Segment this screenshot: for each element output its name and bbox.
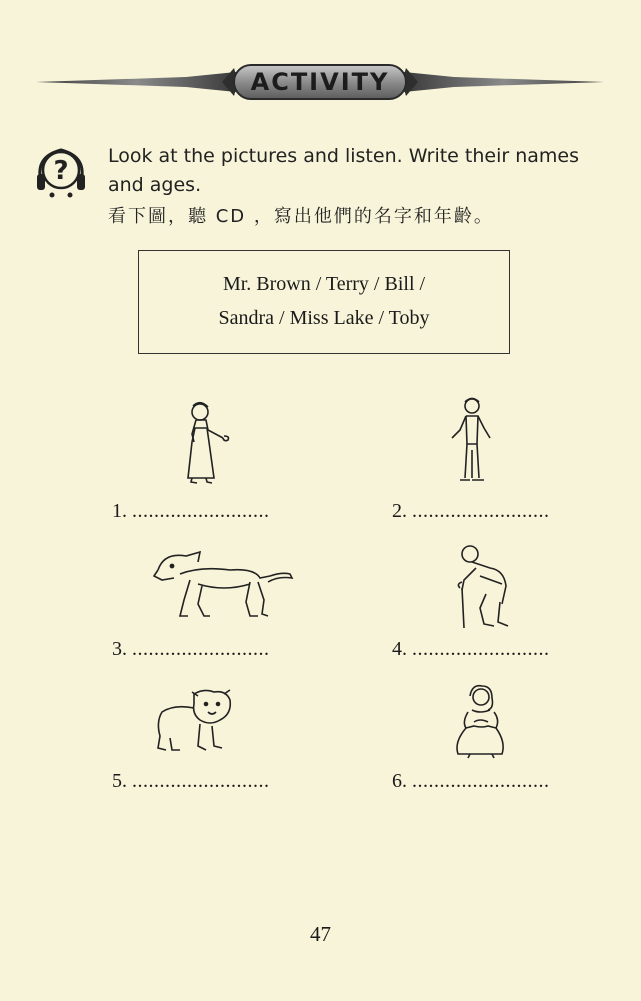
headphones-question-icon — [34, 146, 88, 204]
woman-dress-icon — [452, 682, 508, 760]
answer-item-3 — [112, 638, 270, 661]
answer-blank[interactable]: ......................... — [412, 500, 550, 522]
answer-item-2 — [392, 500, 550, 523]
dog-icon — [150, 546, 294, 622]
names-line-1: Mr. Brown / Terry / Bill / — [222, 273, 426, 295]
answer-blank[interactable]: ......................... — [412, 770, 550, 792]
item-number: 3. — [112, 638, 127, 660]
answer-blank[interactable]: ......................... — [132, 500, 270, 522]
activity-banner — [36, 62, 604, 102]
boy-standing-icon — [446, 394, 498, 486]
banner-title: ACTIVITY — [250, 68, 390, 96]
answer-blank[interactable]: ......................... — [412, 638, 550, 660]
bulldog-icon — [154, 686, 234, 756]
instructions-line-2: and ages. — [108, 174, 202, 196]
item-number: 6. — [392, 770, 407, 792]
old-man-cane-icon — [450, 542, 512, 632]
answer-blank[interactable]: ......................... — [132, 770, 270, 792]
names-box — [138, 250, 510, 354]
answer-item-5 — [112, 770, 270, 793]
names-line-2: Sandra / Miss Lake / Toby — [218, 307, 430, 329]
item-number: 1. — [112, 500, 127, 522]
answer-blank[interactable]: ......................... — [132, 638, 270, 660]
girl-dress-icon — [178, 398, 234, 486]
answer-item-1 — [112, 500, 270, 523]
instructions-line-1: Look at the pictures and listen. Write their names — [108, 145, 579, 167]
item-number: 2. — [392, 500, 407, 522]
item-number: 5. — [112, 770, 127, 792]
answer-item-4 — [392, 638, 550, 661]
instructions-english — [108, 142, 618, 200]
instructions-chinese: 看下圖，聽 CD ，寫出他們的名字和年齡。 — [108, 206, 494, 227]
item-number: 4. — [392, 638, 407, 660]
svg-text:?: ? — [53, 156, 69, 186]
page-number: 47 — [310, 922, 331, 946]
answer-item-6 — [392, 770, 550, 793]
